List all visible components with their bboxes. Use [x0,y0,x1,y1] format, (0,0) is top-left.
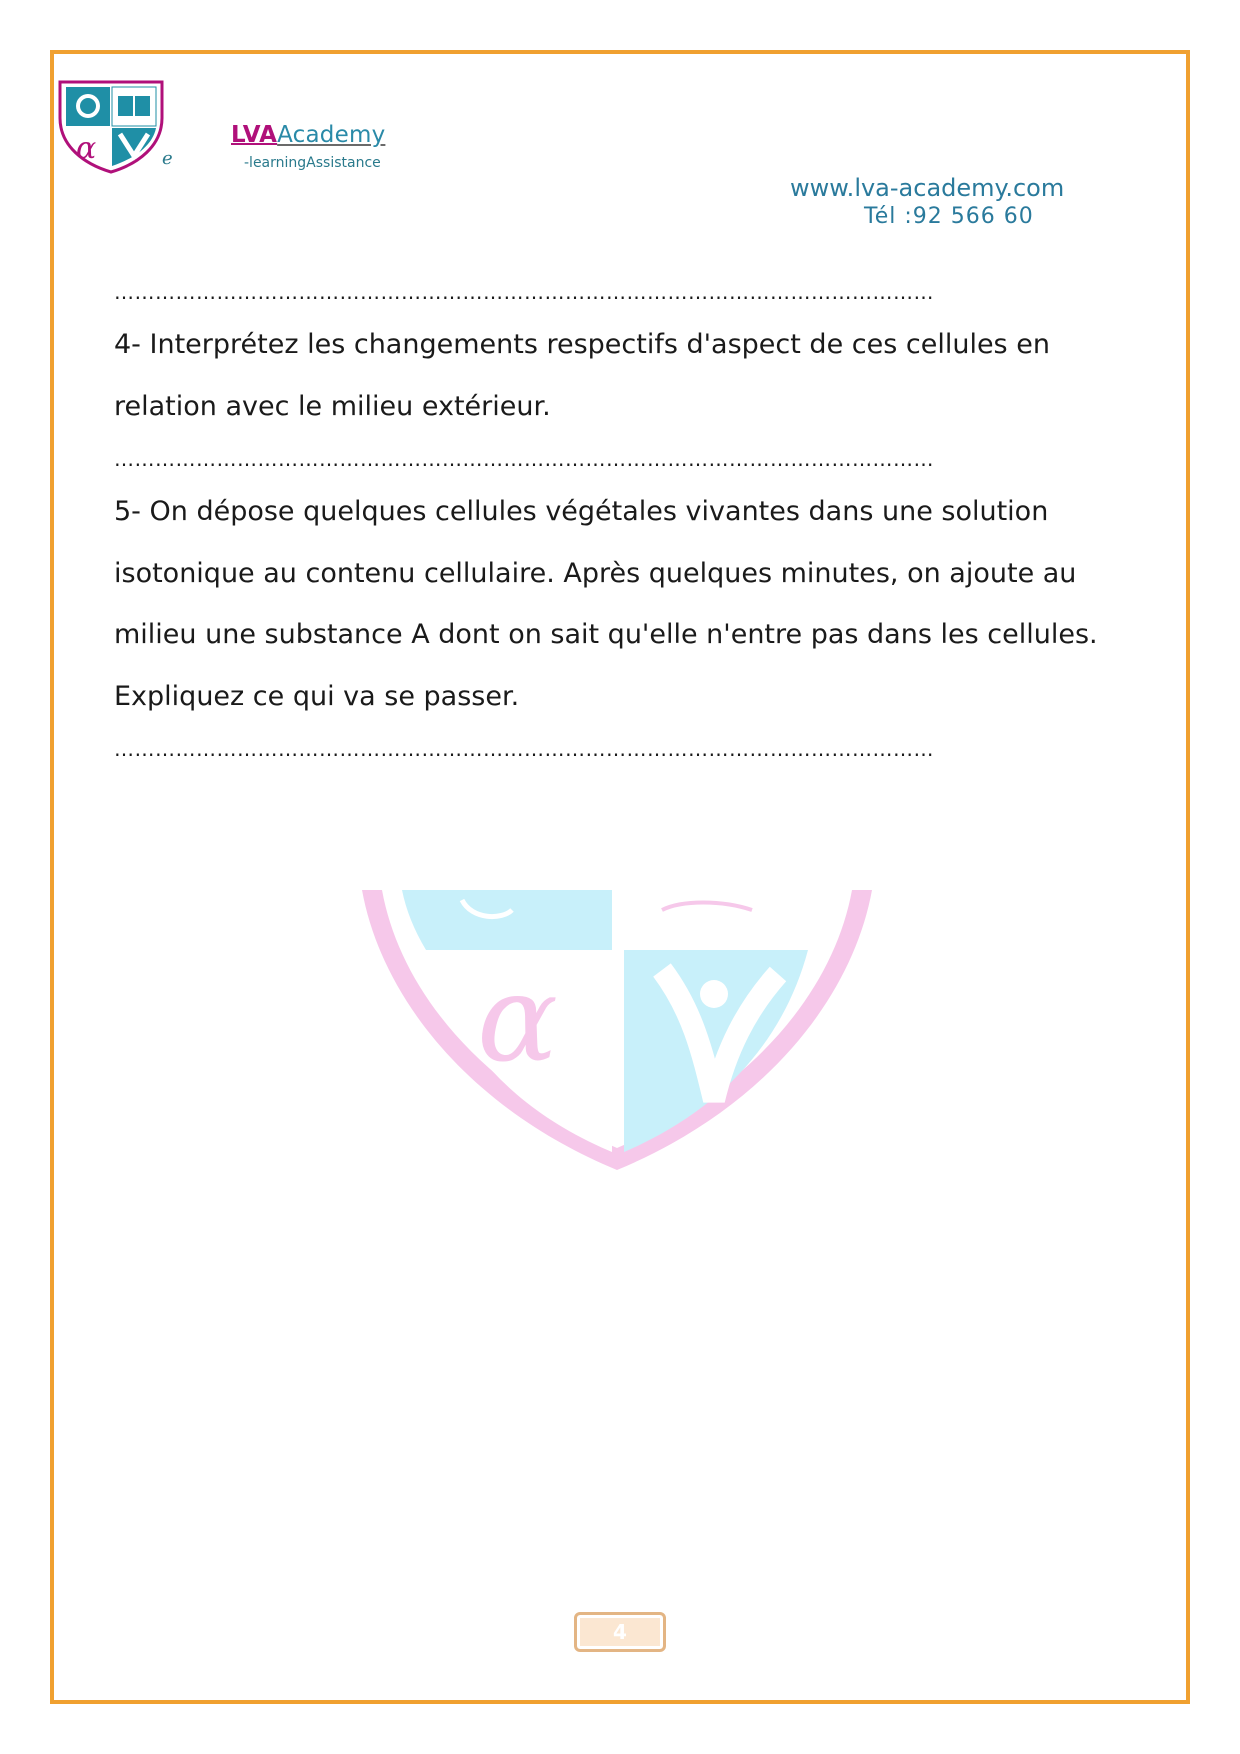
academy-logo [56,78,166,174]
question-5: 5- On dépose quelques cellules végétales vivantes dans une solution isotonique au contenu cellulaire. Après quelques minutes, on ajoute au milieu une substance A dont on sait qu'elle n'entre pas dans les cellules. Expliquez ce qui va se passer. [114,496,1098,712]
answer-line: ………………………………………………………………………………………………………… [114,280,934,304]
logo-e-mark: e [162,148,173,169]
exercise-content [114,270,1104,771]
answer-line: ………………………………………………………………………………………………………… [114,737,934,761]
brand-lva: LVA [231,122,278,148]
answer-line: ………………………………………………………………………………………………………… [114,447,934,471]
brand-name [231,122,385,148]
watermark-logo [362,890,872,1170]
question-4: 4- Interprétez les changements respectifs d'aspect de ces cellules en relation avec le milieu extérieur. [114,329,1050,422]
svg-text:α: α [477,950,559,1089]
phone-number: Tél :92 566 60 [864,204,1034,229]
page-number: 4 [574,1612,666,1652]
brand-tagline: -learningAssistance [244,155,381,171]
website-url: www.lva-academy.com [790,174,1065,202]
svg-text:α: α [76,131,97,166]
brand-academy: Academy [277,122,386,148]
